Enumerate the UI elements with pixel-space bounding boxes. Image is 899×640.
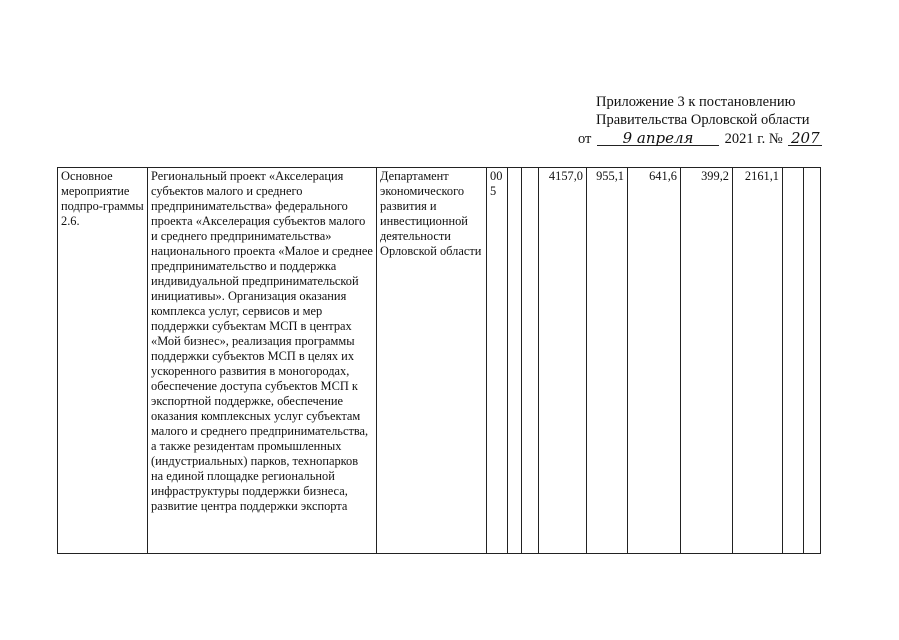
empty-cell — [508, 168, 522, 554]
header-line-3 — [578, 130, 822, 148]
header-prefix: от — [578, 131, 592, 147]
header-line-2: Правительства Орловской области — [596, 112, 810, 128]
empty-cell — [783, 168, 804, 554]
event-description-cell: Региональный проект «Акселерация субъектов малого и среднего предпринимательства» федерального проекта «Акселерация субъектов малого и среднего предпринимательства» национального проекта «Малое и среднее предпринимательство и поддержка индивидуальной предпринимательской инициативы». Организация оказания комплекса услуг, сервисов и мер поддержки субъектам МСП в центрах «Мой бизнес», реализация программы поддержки субъектов МСП в целях их ускоренного развития в моногородах, обеспечение доступа субъектов МСП к экспортной поддержке, обеспечение оказания комплексных услуг субъектам малого и среднего предпринимательства, а также резидентам промышленных (индустриальных) парков, технопарков на единой площадке региональной инфраструктуры поддержки бизнеса, развитие центра поддержки экспорта — [148, 168, 377, 554]
value-total-cell: 4157,0 — [539, 168, 587, 554]
event-name-cell: Основное мероприятие подпро-граммы 2.6. — [58, 168, 148, 554]
value-cell: 641,6 — [628, 168, 681, 554]
handwritten-date: 9 апреля — [597, 131, 719, 146]
header-year: 2021 г. № — [724, 131, 783, 147]
table-row — [58, 168, 821, 554]
empty-cell — [804, 168, 821, 554]
empty-cell — [522, 168, 539, 554]
header-line-1: Приложение 3 к постановлению — [596, 94, 796, 110]
handwritten-number: 207 — [788, 131, 822, 146]
responsible-department-cell: Департамент экономического развития и инвестиционной деятельности Орловской области — [377, 168, 487, 554]
value-cell: 955,1 — [587, 168, 628, 554]
document-header — [578, 93, 822, 148]
code-cell: 005 — [487, 168, 508, 554]
program-table — [57, 167, 821, 554]
value-cell: 2161,1 — [733, 168, 783, 554]
value-cell: 399,2 — [681, 168, 733, 554]
